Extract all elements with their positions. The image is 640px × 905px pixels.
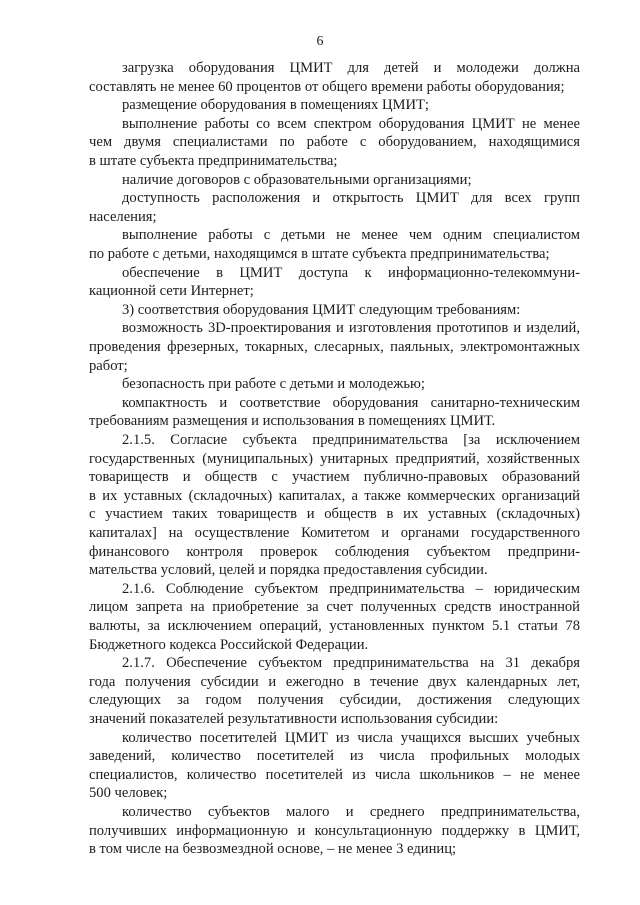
text-line: товариществ и обществ с участием публично-правовых образований <box>89 469 580 486</box>
text-line: года получения субсидии и ежегодно в течение двух календарных лет, <box>89 673 580 690</box>
text-line: 500 человек; <box>89 785 168 802</box>
text-line: с участием таких товариществ и обществ в их уставных (складочных) <box>89 506 580 523</box>
page-number: 6 <box>316 34 324 49</box>
text-line: составлять не менее 60 процентов от общего времени работы оборудования; <box>89 78 565 95</box>
text-line: по работе с детьми, находящимся в штате субъекта предпринимательства; <box>89 246 550 262</box>
text-line: государственных (муниципальных) унитарных предприятий, хозяйственных <box>89 450 580 467</box>
text-line: выполнение работы со всем спектром оборудования ЦМИТ не менее <box>122 115 580 132</box>
text-line: специалистов, количество посетителей из числа школьников – не менее <box>89 766 580 783</box>
text-line: загрузка оборудования ЦМИТ для детей и молодежи должна <box>122 60 580 76</box>
text-line: в том числе на безвозмездной основе, – не менее 3 единиц; <box>89 841 457 858</box>
text-line: получивших информационную и консультационную поддержку в ЦМИТ, <box>89 822 580 839</box>
text-line: наличие договоров с образовательными организациями; <box>122 171 472 188</box>
text-line: чем двумя специалистами по работе с оборудованием, находящимися <box>89 134 580 151</box>
text-line: количество посетителей ЦМИТ из числа учащихся высших учебных <box>122 729 580 746</box>
text-line: значений показателей результативности использования субсидии: <box>89 711 499 727</box>
text-line: финансового контроля проверок соблюдения субъектом предприни- <box>89 543 580 560</box>
text-line: кационной сети Интернет; <box>89 283 254 300</box>
text-line: 2.1.7. Обеспечение субъектом предпринимательства на 31 декабря <box>122 655 580 672</box>
text-line: проведения фрезерных, токарных, слесарных, паяльных, электромонтажных <box>89 339 580 355</box>
text-line: следующих за годом получения субсидии, достижения следующих <box>89 692 580 709</box>
text-line: количество субъектов малого и среднего предпринимательства, <box>122 804 580 820</box>
text-line: мательства условий, целей и порядка предоставления субсидии. <box>89 562 488 579</box>
text-line: работ; <box>89 357 128 374</box>
text-line: Бюджетного кодекса Российской Федерации. <box>89 636 369 653</box>
text-line: 2.1.6. Соблюдение субъектом предпринимательства – юридическим <box>122 580 580 597</box>
text-line: населения; <box>89 208 157 225</box>
text-line: безопасность при работе с детьми и молодежью; <box>122 376 425 393</box>
text-line: капиталах] на осуществление Комитетом и органами государственного <box>89 525 580 541</box>
text-line: возможность 3D-проектирования и изготовления прототипов и изделий, <box>122 320 580 337</box>
text-line: заведений, количество посетителей из числа профильных молодых <box>89 748 580 765</box>
text-line: доступность расположения и открытость ЦМИТ для всех групп <box>122 190 580 207</box>
text-line: 3) соответствия оборудования ЦМИТ следующим требованиям: <box>122 301 521 318</box>
text-line: в штате субъекта предпринимательства; <box>89 153 338 169</box>
text-line: лицом запрета на приобретение за счет полученных средств иностранной <box>89 599 580 616</box>
text-line: в их уставных (складочных) капиталах, а также коммерческих организаций <box>89 487 580 504</box>
text-line: размещение оборудования в помещениях ЦМИТ; <box>122 97 429 114</box>
text-line: валюты, за исключением операций, установленных пунктом 5.1 статьи 78 <box>89 618 580 634</box>
text-line: 2.1.5. Согласие субъекта предпринимательства [за исключением <box>122 432 580 448</box>
text-line: обеспечение в ЦМИТ доступа к информационно-телекоммуни- <box>122 264 580 281</box>
text-line: требованиям размещения и использования в помещениях ЦМИТ. <box>89 413 496 430</box>
text-line: выполнение работы с детьми не менее чем одним специалистом <box>122 227 580 244</box>
text-line: компактность и соответствие оборудования санитарно-техническим <box>122 394 580 411</box>
